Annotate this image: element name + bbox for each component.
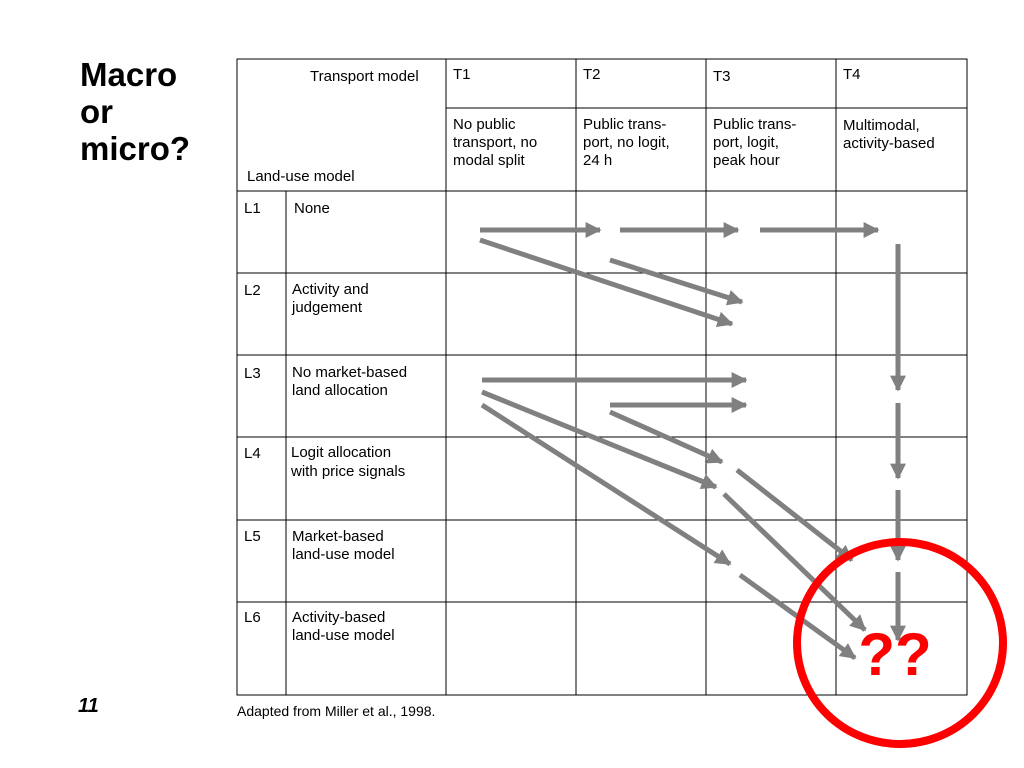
t1-desc-line-3: modal split <box>453 152 525 169</box>
t3-desc-line-2: port, logit, <box>713 134 779 151</box>
l1-desc-line-1: None <box>294 200 330 217</box>
transport-model-label: Transport model <box>310 68 419 85</box>
l3-desc-line-1: No market-based <box>292 364 408 381</box>
t4-desc-line-1: Multimodal, <box>843 117 920 134</box>
l3-desc-line-2: land allocation <box>292 382 388 399</box>
landuse-model-label: Land-use model <box>247 168 355 185</box>
t2-desc-line-2: port, no logit, <box>583 134 670 151</box>
arrow-l1t2-to-l2t3 <box>610 260 742 302</box>
l2-id: L2 <box>244 282 261 299</box>
t3-desc-line-3: peak hour <box>713 152 780 169</box>
title-line-1: Macro <box>80 56 178 93</box>
t2-desc-line-3: 24 h <box>583 152 613 169</box>
t2-desc-line-1: Public trans- <box>583 116 667 133</box>
arrow-l3t1-to-l5t3 <box>482 405 730 564</box>
l3-id: L3 <box>244 365 261 382</box>
landuse-row-l2 <box>244 281 369 316</box>
l6-id: L6 <box>244 609 261 626</box>
l1-id: L1 <box>244 200 261 217</box>
transport-header-t4 <box>843 66 935 152</box>
l4-desc-line-2: with price signals <box>291 463 406 480</box>
l6-desc-line-1: Activity-based <box>292 609 386 626</box>
transport-header-t1 <box>453 66 537 169</box>
question-marks: ?? <box>858 621 932 688</box>
l4-desc-line-1: Logit allocation <box>291 444 392 461</box>
title-line-2: or <box>80 93 113 130</box>
l2-desc-line-2: judgement <box>292 299 363 316</box>
landuse-row-l4 <box>244 444 405 480</box>
arrow-l4t3-to-l5t4 <box>737 470 852 560</box>
t1-desc-line-1: No public <box>453 116 516 133</box>
transport-header-t3 <box>713 68 796 169</box>
source-caption: Adapted from Miller et al., 1998. <box>237 703 436 719</box>
page-number: 11 <box>78 695 99 717</box>
t4-id: T4 <box>843 66 861 83</box>
l2-desc-line-1: Activity and <box>292 281 369 298</box>
t4-desc-line-2: activity-based <box>843 135 935 152</box>
title-line-3: micro? <box>80 130 191 167</box>
l5-id: L5 <box>244 528 261 545</box>
arrow-l1t1-to-l2t3 <box>480 240 732 324</box>
transport-header-t2 <box>583 66 670 169</box>
evolution-arrows <box>480 230 898 658</box>
t3-id: T3 <box>713 68 731 85</box>
t1-id: T1 <box>453 66 471 83</box>
l4-id: L4 <box>244 445 261 462</box>
landuse-row-l1 <box>244 200 330 217</box>
t3-desc-line-1: Public trans- <box>713 116 797 133</box>
l6-desc-line-2: land-use model <box>292 627 395 644</box>
l5-desc-line-1: Market-based <box>292 528 384 545</box>
landuse-row-l3 <box>244 364 407 399</box>
l5-desc-line-2: land-use model <box>292 546 395 563</box>
landuse-row-l6 <box>244 609 395 644</box>
landuse-row-l5 <box>244 528 395 563</box>
t1-desc-line-2: transport, no <box>453 134 538 151</box>
t2-id: T2 <box>583 66 601 83</box>
